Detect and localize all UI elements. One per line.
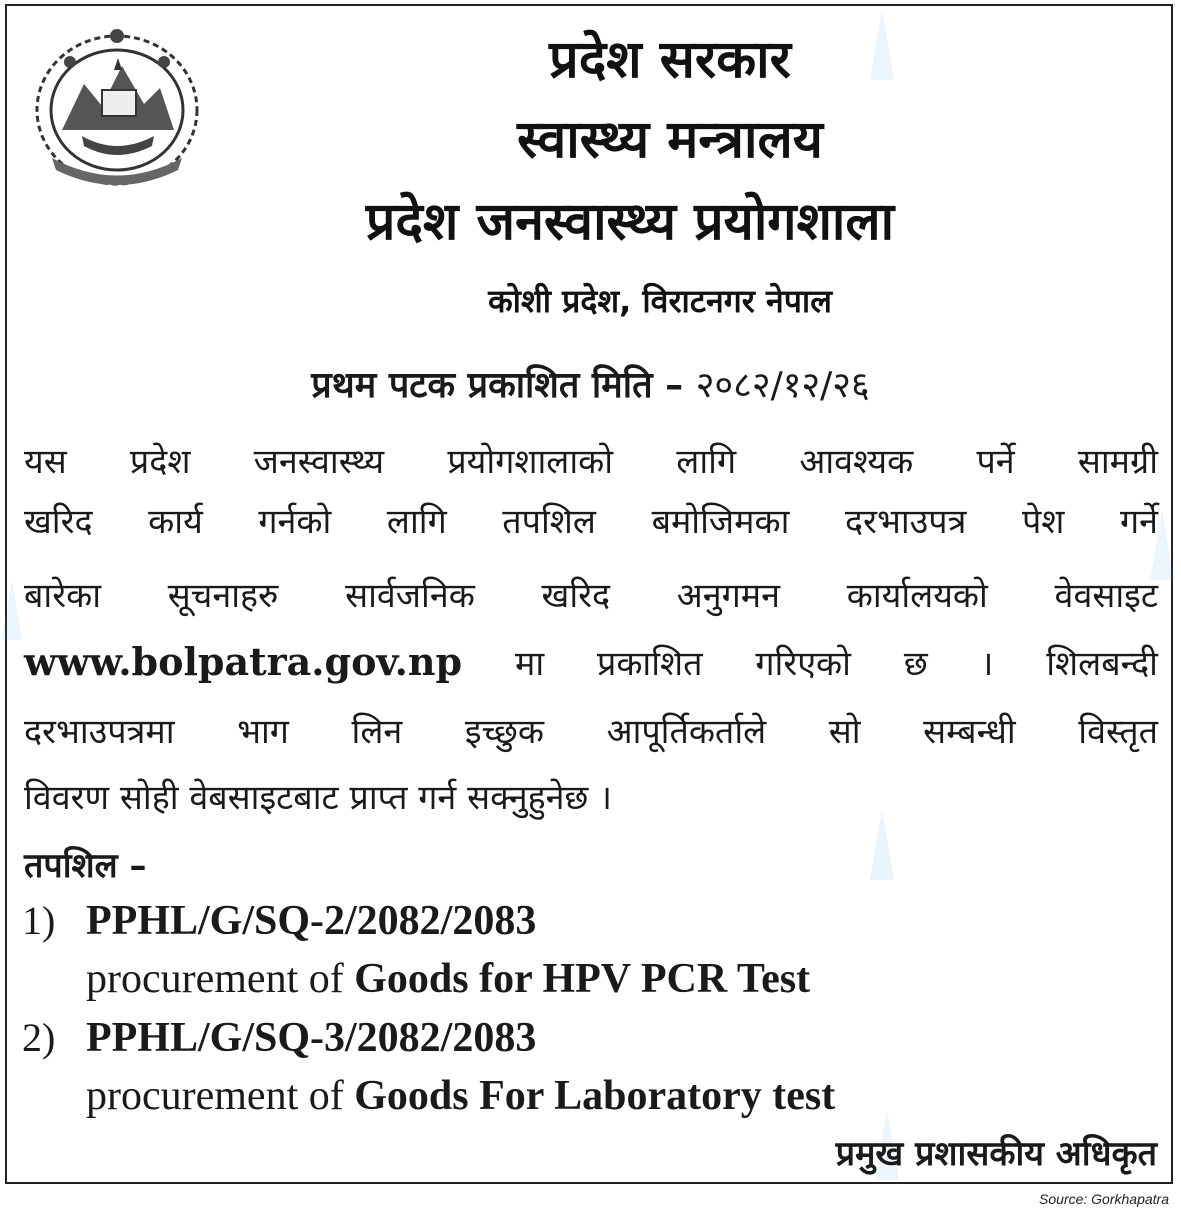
- item-code: PPHL/G/SQ-2/2082/2083: [86, 898, 537, 944]
- publication-date-value: २०८२/१२/२६: [695, 365, 870, 406]
- item-description: [86, 1068, 835, 1124]
- signature-chief-administrative-officer: प्रमुख प्रशासकीय अधिकृत: [835, 1134, 1157, 1174]
- item-desc-title: Goods For Laboratory test: [354, 1073, 836, 1119]
- item-number: 2): [22, 1015, 56, 1060]
- body-line-4: [24, 636, 1158, 690]
- publication-date-line: [0, 360, 1181, 412]
- bolpatra-url-link[interactable]: www.bolpatra.gov.np: [24, 639, 463, 684]
- item-number: 1): [22, 898, 56, 943]
- header-public-health-laboratory: प्रदेश जनस्वास्थ्य प्रयोगशाला: [365, 192, 895, 252]
- body-line-6: विवरण सोही वेबसाइटबाट प्राप्त गर्न सक्नुहुनेछ ।: [24, 778, 613, 818]
- publication-date-label: प्रथम पटक प्रकाशित मिति –: [311, 365, 684, 406]
- body-line-4-rest: मा प्रकाशित गरिएको छ । शिलबन्दी: [514, 644, 1158, 684]
- header-health-ministry: स्वास्थ्य मन्त्रालय: [517, 110, 823, 170]
- item-code: PPHL/G/SQ-3/2082/2083: [86, 1015, 537, 1061]
- details-heading: तपशिल –: [24, 846, 147, 886]
- body-line-1: यस प्रदेश जनस्वास्थ्य प्रयोगशालाको लागि आवश्यक पर्ने सामग्री: [24, 442, 1158, 482]
- header-province-government: प्रदेश सरकार: [549, 30, 791, 90]
- item-desc-title: Goods for HPV PCR Test: [354, 956, 811, 1002]
- body-line-5: दरभाउपत्रमा भाग लिन इच्छुक आपूर्तिकर्ताले सो सम्बन्धी विस्तृत: [24, 712, 1158, 752]
- nepal-government-emblem-icon: [22, 18, 212, 193]
- header-address: कोशी प्रदेश, विराटनगर नेपाल: [488, 282, 832, 320]
- body-line-3: बारेका सूचनाहरु सार्वजनिक खरिद अनुगमन कार्यालयको वेवसाइट: [24, 576, 1158, 616]
- body-line-2: खरिद कार्य गर्नको लागि तपशिल बमोजिमका दरभाउपत्र पेश गर्ने: [24, 502, 1158, 542]
- item-description: [86, 951, 810, 1007]
- item-desc-prefix: procurement of: [86, 1073, 355, 1119]
- source-credit: Source: Gorkhapatra: [1039, 1191, 1169, 1207]
- item-desc-prefix: procurement of: [86, 956, 355, 1002]
